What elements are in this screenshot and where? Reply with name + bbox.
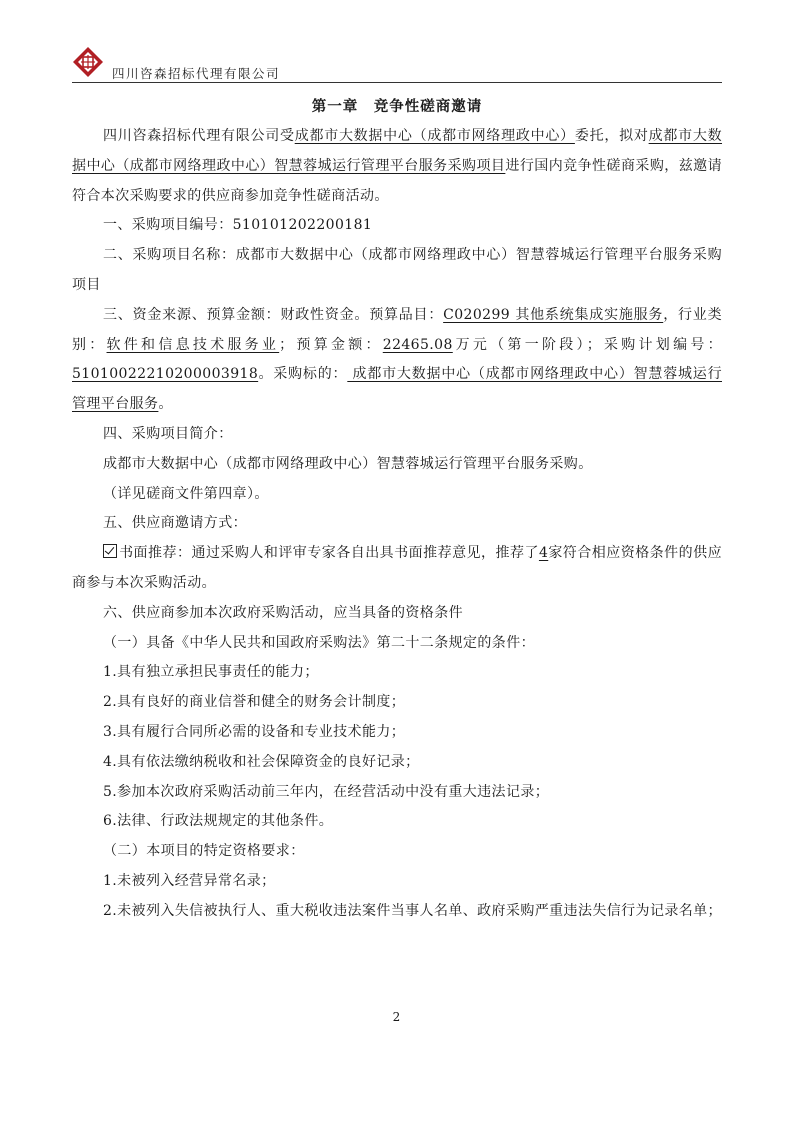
list-item: 4.具有依法缴纳税收和社会保障资金的良好记录； — [103, 753, 420, 770]
section-6-1-heading: （一）具备《中华人民共和国政府采购法》第二十二条规定的条件： — [103, 634, 535, 651]
project-number: 一、采购项目编号：510101202200181 — [103, 217, 373, 234]
section-6-2-heading: （二）本项目的特定资格要求： — [103, 843, 305, 860]
list-item: 3.具有履行合同所必需的设备和专业技术能力； — [103, 723, 406, 740]
page-number: 2 — [392, 1010, 401, 1024]
company-name: 四川咨森招标代理有限公司 — [112, 66, 281, 81]
list-item: 5.参加本次政府采购活动前三年内，在经营活动中没有重大违法记录； — [103, 783, 550, 800]
section-5-heading: 五、供应商邀请方式： — [103, 515, 247, 532]
chapter-title: 第一章 竞争性磋商邀请 — [311, 98, 483, 115]
list-item: 2.具有良好的商业信誉和健全的财务会计制度； — [103, 694, 406, 711]
company-seal-logo — [72, 46, 104, 78]
section-5-body: 书面推荐：通过采购人和评审专家各自出具书面推荐意见，推荐了4家符合相应资格条件的供应商参与本次采购活动。 — [72, 545, 722, 591]
page-header — [72, 44, 722, 84]
header-divider — [72, 82, 722, 83]
section-4-note: （详见磋商文件第四章）。 — [103, 485, 269, 502]
list-item: 1.具有独立承担民事责任的能力； — [103, 664, 319, 681]
list-item: 1.未被列入经营异常名录； — [103, 872, 276, 889]
intro-paragraph: 四川咨森招标代理有限公司受成都市大数据中心（成都市网络理政中心）委托，拟对成都市大数据中心（成都市网络理政中心）智慧蓉城运行管理平台服务采购项目进行国内竞争性磋商采购，兹邀请符合本次采购要求的供应商参加竞争性磋商活动。 — [72, 128, 723, 204]
document-body — [72, 92, 722, 927]
list-item: 6.法律、行政法规规定的其他条件。 — [103, 813, 334, 830]
section-4-body: 成都市大数据中心（成都市网络理政中心）智慧蓉城运行管理平台服务采购。 — [103, 455, 593, 472]
project-name: 二、采购项目名称：成都市大数据中心（成都市网络理政中心）智慧蓉城运行管理平台服务采购项目 — [72, 247, 722, 293]
list-item: 2.未被列入失信被执行人、重大税收违法案件当事人名单、政府采购严重违法失信行为记录名单； — [103, 902, 722, 919]
funding-paragraph: 三、资金来源、预算金额：财政性资金。预算品目：C020299 其他系统集成实施服务，行业类别：软件和信息技术服务业；预算金额：22465.08万元（第一阶段）；采购计划编号：51010022210200003918。采购标的： 成都市大数据中心（成都市网络理政中心）智慧蓉城运行管理平台服务。 — [72, 306, 722, 413]
section-6-heading: 六、供应商参加本次政府采购活动，应当具备的资格条件 — [103, 604, 463, 621]
checked-box-icon — [103, 544, 117, 558]
section-4-heading: 四、采购项目简介： — [103, 425, 233, 442]
